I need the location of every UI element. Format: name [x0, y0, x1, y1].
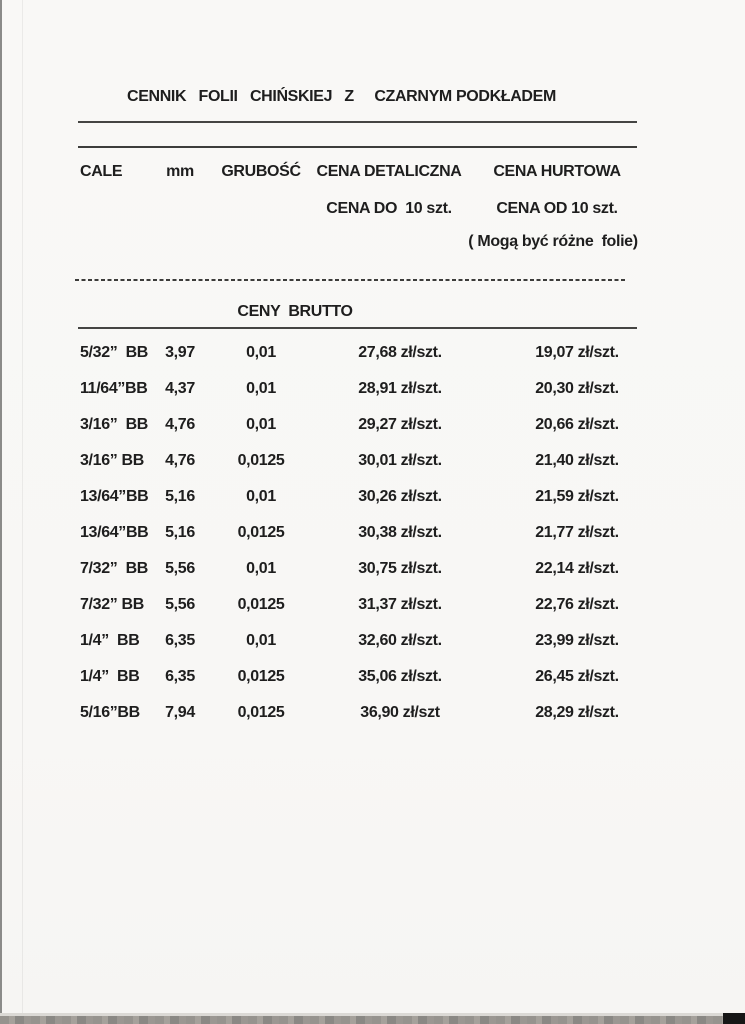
- cell-cena-detaliczna: 31,37 zł/szt.: [358, 596, 442, 613]
- cell-cena-detaliczna: 30,26 zł/szt.: [358, 488, 442, 505]
- cell-cena-hurtowa: 22,14 zł/szt.: [535, 560, 619, 577]
- cell-mm: 4,76: [165, 452, 195, 469]
- cell-cena-detaliczna: 30,38 zł/szt.: [358, 524, 442, 541]
- cell-cena-hurtowa: 19,07 zł/szt.: [535, 344, 619, 361]
- table-row: [0, 558, 745, 580]
- cell-grubosc: 0,0125: [237, 668, 285, 685]
- cell-cena-detaliczna: 28,91 zł/szt.: [358, 380, 442, 397]
- cell-cena-detaliczna: 36,90 zł/szt: [360, 704, 440, 721]
- cell-mm: 6,35: [165, 632, 195, 649]
- cell-grubosc: 0,01: [246, 488, 276, 505]
- table-row: [0, 522, 745, 544]
- cell-mm: 5,56: [165, 596, 195, 613]
- subheader-cena-do-10: CENA DO 10 szt.: [326, 200, 452, 217]
- cell-cena-hurtowa: 20,30 zł/szt.: [535, 380, 619, 397]
- cell-cale: 3/16” BB: [80, 416, 148, 433]
- col-header-cale: CALE: [80, 163, 123, 180]
- cell-grubosc: 0,0125: [237, 524, 285, 541]
- cell-cena-hurtowa: 21,40 zł/szt.: [535, 452, 619, 469]
- table-row: [0, 378, 745, 400]
- cell-cale: 11/64”BB: [80, 380, 148, 397]
- note-different-foils: ( Mogą być różne folie): [468, 233, 638, 250]
- cell-mm: 5,16: [165, 524, 195, 541]
- cell-cena-hurtowa: 21,59 zł/szt.: [535, 488, 619, 505]
- cell-cale: 1/4” BB: [80, 632, 140, 649]
- table-row: [0, 594, 745, 616]
- cell-cena-hurtowa: 20,66 zł/szt.: [535, 416, 619, 433]
- cell-grubosc: 0,01: [246, 632, 276, 649]
- cell-grubosc: 0,01: [246, 560, 276, 577]
- cell-cena-detaliczna: 29,27 zł/szt.: [358, 416, 442, 433]
- cell-cena-hurtowa: 28,29 zł/szt.: [535, 704, 619, 721]
- cell-mm: 4,76: [165, 416, 195, 433]
- cell-cale: 3/16” BB: [80, 452, 144, 469]
- cell-cena-detaliczna: 30,75 zł/szt.: [358, 560, 442, 577]
- cell-cale: 1/4” BB: [80, 668, 140, 685]
- section-heading-ceny-brutto: CENY BRUTTO: [237, 303, 353, 320]
- table-row: [0, 666, 745, 688]
- cell-grubosc: 0,0125: [237, 596, 285, 613]
- col-header-cena-detaliczna: CENA DETALICZNA: [316, 163, 462, 180]
- cell-cale: 13/64”BB: [80, 488, 149, 505]
- cell-cena-hurtowa: 23,99 zł/szt.: [535, 632, 619, 649]
- cell-grubosc: 0,01: [246, 380, 276, 397]
- cell-cena-detaliczna: 32,60 zł/szt.: [358, 632, 442, 649]
- cell-cale: 5/32” BB: [80, 344, 148, 361]
- table-row: [0, 450, 745, 472]
- cell-mm: 7,94: [165, 704, 195, 721]
- col-header-grubosc: GRUBOŚĆ: [221, 163, 301, 180]
- cell-mm: 3,97: [165, 344, 195, 361]
- cell-mm: 4,37: [165, 380, 195, 397]
- cell-mm: 5,56: [165, 560, 195, 577]
- table-row: [0, 486, 745, 508]
- cell-cale: 7/32” BB: [80, 560, 148, 577]
- cell-cena-detaliczna: 30,01 zł/szt.: [358, 452, 442, 469]
- col-header-mm: mm: [166, 163, 194, 180]
- subheader-cena-od-10: CENA OD 10 szt.: [496, 200, 618, 217]
- cell-cena-detaliczna: 35,06 zł/szt.: [358, 668, 442, 685]
- cell-cale: 5/16”BB: [80, 704, 140, 721]
- cell-mm: 6,35: [165, 668, 195, 685]
- scan-left-edge: [0, 0, 2, 1024]
- cell-cena-detaliczna: 27,68 zł/szt.: [358, 344, 442, 361]
- scan-bottom-band: [0, 1016, 745, 1024]
- cell-grubosc: 0,0125: [237, 704, 285, 721]
- cell-grubosc: 0,01: [246, 416, 276, 433]
- cell-cale: 7/32” BB: [80, 596, 144, 613]
- table-row: [0, 702, 745, 724]
- cell-grubosc: 0,01: [246, 344, 276, 361]
- cell-cena-hurtowa: 21,77 zł/szt.: [535, 524, 619, 541]
- table-row: [0, 414, 745, 436]
- table-row: [0, 630, 745, 652]
- table-row: [0, 342, 745, 364]
- col-header-cena-hurtowa: CENA HURTOWA: [493, 163, 621, 180]
- scan-corner-mark: [723, 1013, 745, 1024]
- cell-cena-hurtowa: 22,76 zł/szt.: [535, 596, 619, 613]
- cell-cale: 13/64”BB: [80, 524, 149, 541]
- cell-cena-hurtowa: 26,45 zł/szt.: [535, 668, 619, 685]
- cell-grubosc: 0,0125: [237, 452, 285, 469]
- document-title: CENNIK FOLII CHIŃSKIEJ Z CZARNYM PODKŁADEM: [127, 88, 556, 105]
- cell-mm: 5,16: [165, 488, 195, 505]
